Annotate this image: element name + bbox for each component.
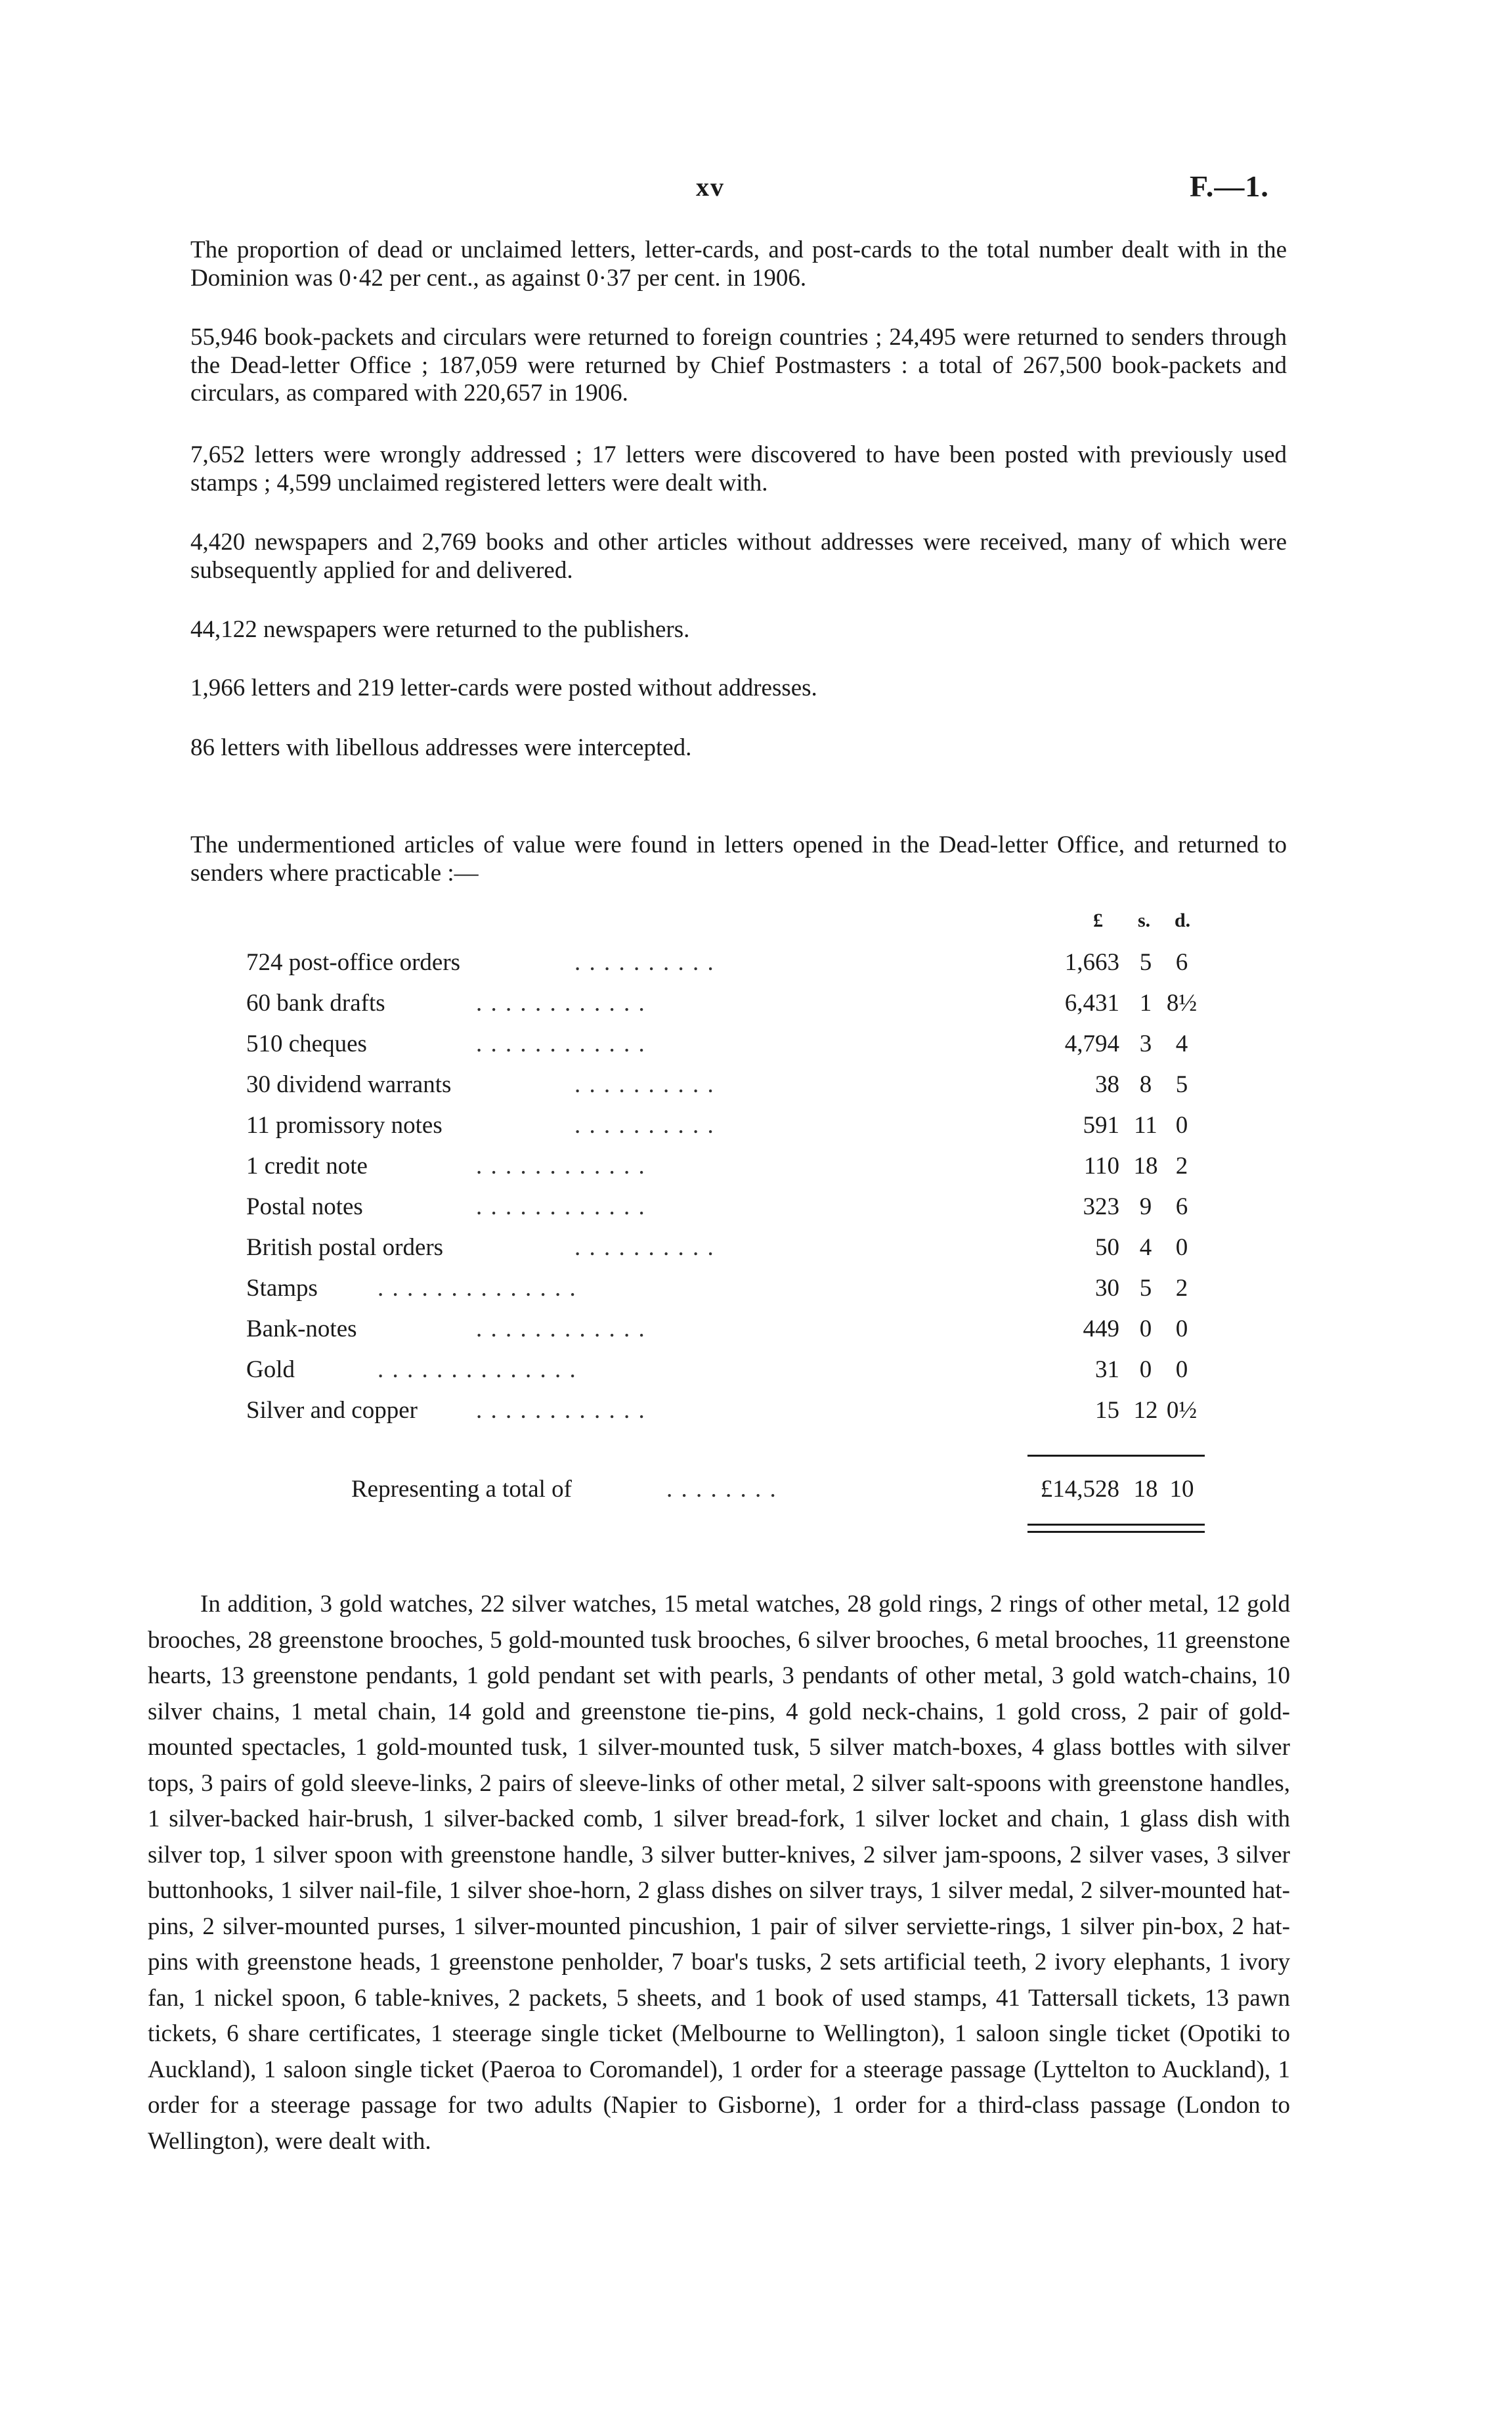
- row-pounds: 50: [1095, 1234, 1119, 1261]
- total-label: Representing a total of: [351, 1476, 572, 1503]
- paragraph-dead-letter-proportion: The proportion of dead or unclaimed letters, letter-cards, and post-cards to the total number dealt with in the Dominion was 0·42 per cent., as against 0·37 per cent. in 1906.: [190, 236, 1287, 292]
- header-pounds: £: [1093, 910, 1103, 931]
- row-pence: 0: [1175, 1112, 1188, 1139]
- paragraph-in-addition: In addition, 3 gold watches, 22 silver watches, 15 metal watches, 28 gold rings, 2 rings of other metal, 12 gold brooches, 28 greenstone brooches, 5 gold-mounted tusk brooches, 6 silver brooches, 6 metal brooches, 11 greenstone hearts, 13 greenstone pendants, 1 gold pendant set with pearls, 3 pendants of other metal, 3 gold watch-chains, 10 silver chains, 1 metal chain, 14 gold and greenstone tie-pins, 4 gold neck-chains, 1 gold cross, 2 pair of gold-mounted spectacles, 1 gold-mounted tusk, 1 silver-mounted tusk, 5 silver match-boxes, 4 glass bottles with silver tops, 3 pairs of gold sleeve-links, 2 pairs of sleeve-links of other metal, 2 silver salt-spoons with greenstone handles, 1 silver-backed hair-brush, 1 silver-backed comb, 1 silver bread-fork, 1 silver locket and chain, 1 glass dish with silver top, 1 silver spoon with greenstone handle, 3 silver butter-knives, 2 silver jam-spoons, 2 silver vases, 3 silver buttonhooks, 1 silver nail-file, 1 silver shoe-horn, 2 glass dishes on silver trays, 1 silver medal, 2 silver-mounted hat-pins, 2 silver-mounted purses, 1 silver-mounted pincushion, 1 pair of silver serviette-rings, 1 silver pin-box, 2 hat-pins with greenstone heads, 1 greenstone penholder, 7 boar's tusks, 2 sets artificial teeth, 2 ivory elephants, 1 ivory fan, 1 nickel spoon, 6 table-knives, 2 packets, 5 sheets, and 1 book of used stamps, 41 Tattersall tickets, 13 pawn tickets, 6 share certificates, 1 steerage single ticket (Melbourne to Wellington), 1 saloon single ticket (Opotiki to Auckland), 1 saloon single ticket (Paeroa to Coromandel), 1 order for a steerage passage (Lyttelton to Auckland), 1 order for a steerage passage for two adults (Napier to Gisborne), 1 order for a third-class passage (London to Wellington), were dealt with.: [148, 1591, 1290, 2155]
- row-pence: 0½: [1166, 1397, 1198, 1424]
- row-shillings: 12: [1133, 1397, 1158, 1424]
- total-row: [351, 1476, 1205, 1509]
- row-pounds: 38: [1095, 1071, 1119, 1098]
- page-number: xv: [696, 172, 725, 202]
- leader-dots: . . . . . . . . . .: [574, 1071, 715, 1098]
- row-shillings: 4: [1139, 1234, 1152, 1261]
- table-row: [246, 990, 1205, 1030]
- leader-dots: . . . . . . . . . .: [574, 1234, 715, 1261]
- paragraph-articles-of-value-intro: The undermentioned articles of value were found in letters opened in the Dead-letter Office, and returned to senders where practicable :—: [190, 831, 1287, 887]
- total-rule-double: [1027, 1524, 1205, 1533]
- row-pence: 8½: [1166, 990, 1198, 1017]
- valuables-table-header: [1034, 910, 1205, 938]
- row-pence: 6: [1175, 1193, 1188, 1220]
- row-shillings: 5: [1139, 1275, 1152, 1302]
- paragraph-libellous-addresses: 86 letters with libellous addresses were intercepted.: [190, 734, 692, 761]
- row-pence: 0: [1175, 1356, 1188, 1383]
- row-label: 510 cheques: [246, 1030, 367, 1057]
- row-label: 30 dividend warrants: [246, 1071, 452, 1098]
- row-shillings: 1: [1139, 990, 1152, 1017]
- total-pounds: £14,528: [1040, 1476, 1119, 1503]
- leader-dots: . . . . . . . . . .: [574, 1112, 715, 1139]
- row-pounds: 449: [1083, 1315, 1119, 1342]
- row-pounds: 1,663: [1064, 949, 1119, 976]
- table-row: [246, 1153, 1205, 1193]
- paragraph-book-packets: 55,946 book-packets and circulars were returned to foreign countries ; 24,495 were returned to senders through the Dead-letter Office ; 187,059 were returned by Chief Postmasters : a total of 267,500 book-packets and circulars, as compared with 220,657 in 1906.: [190, 324, 1287, 407]
- row-label: British postal orders: [246, 1234, 444, 1261]
- row-pence: 5: [1175, 1071, 1188, 1098]
- row-shillings: 9: [1139, 1193, 1152, 1220]
- row-pence: 0: [1175, 1234, 1188, 1261]
- total-pence: 10: [1169, 1476, 1194, 1503]
- row-label: Postal notes: [246, 1193, 363, 1220]
- row-pence: 4: [1175, 1030, 1188, 1057]
- row-shillings: 0: [1139, 1315, 1152, 1342]
- paragraph-newspapers-returned: 44,122 newspapers were returned to the publishers.: [190, 616, 690, 643]
- row-pounds: 4,794: [1064, 1030, 1119, 1057]
- table-row: [246, 1030, 1205, 1071]
- row-label: 11 promissory notes: [246, 1112, 443, 1139]
- paragraph-newspapers-without-address: 4,420 newspapers and 2,769 books and other articles without addresses were received, many of which were subsequently applied for and delivered.: [190, 529, 1287, 584]
- leader-dots: . . . . . . . . . .: [574, 949, 715, 976]
- table-row: [246, 1275, 1205, 1315]
- header-shillings: s.: [1138, 910, 1151, 931]
- row-pounds: 591: [1083, 1112, 1119, 1139]
- row-label: 724 post-office orders: [246, 949, 461, 976]
- table-row: [246, 1071, 1205, 1112]
- row-shillings: 18: [1133, 1153, 1158, 1180]
- leader-dots: . . . . . . . . . . . .: [476, 990, 646, 1017]
- row-pounds: 31: [1095, 1356, 1119, 1383]
- row-label: Bank-notes: [246, 1315, 357, 1342]
- row-shillings: 5: [1139, 949, 1152, 976]
- table-row: [246, 949, 1205, 990]
- row-label: Silver and copper: [246, 1397, 418, 1424]
- leader-dots: . . . . . . . . . . . .: [476, 1030, 646, 1057]
- total-rule-top: [1027, 1455, 1205, 1457]
- row-pence: 0: [1175, 1315, 1188, 1342]
- row-pence: 2: [1175, 1275, 1188, 1302]
- row-pence: 6: [1175, 949, 1188, 976]
- row-pounds: 6,431: [1064, 990, 1119, 1017]
- table-row: [246, 1397, 1205, 1438]
- table-row: [246, 1356, 1205, 1397]
- leader-dots: . . . . . . . . . . . . . .: [378, 1356, 577, 1383]
- document-reference: F.—1.: [1190, 169, 1269, 203]
- table-row: [246, 1193, 1205, 1234]
- leader-dots: . . . . . . . .: [666, 1476, 777, 1503]
- row-shillings: 8: [1139, 1071, 1152, 1098]
- row-pounds: 30: [1095, 1275, 1119, 1302]
- leader-dots: . . . . . . . . . . . .: [476, 1397, 646, 1424]
- paragraph-letters-without-address: 1,966 letters and 219 letter-cards were posted without addresses.: [190, 674, 817, 701]
- row-label: Gold: [246, 1356, 295, 1383]
- leader-dots: . . . . . . . . . . . .: [476, 1193, 646, 1220]
- row-label: 60 bank drafts: [246, 990, 385, 1017]
- row-pounds: 110: [1083, 1153, 1119, 1180]
- row-pence: 2: [1175, 1153, 1188, 1180]
- row-pounds: 323: [1083, 1193, 1119, 1220]
- row-label: 1 credit note: [246, 1153, 368, 1180]
- row-shillings: 0: [1139, 1356, 1152, 1383]
- table-row: [246, 1234, 1205, 1275]
- row-shillings: 3: [1139, 1030, 1152, 1057]
- paragraph-wrongly-addressed: 7,652 letters were wrongly addressed ; 17 letters were discovered to have been posted with previously used stamps ; 4,599 unclaimed registered letters were dealt with.: [190, 441, 1287, 497]
- leader-dots: . . . . . . . . . . . .: [476, 1153, 646, 1180]
- header-pence: d.: [1175, 910, 1191, 931]
- row-label: Stamps: [246, 1275, 318, 1302]
- row-pounds: 15: [1095, 1397, 1119, 1424]
- leader-dots: . . . . . . . . . . . . . .: [378, 1275, 577, 1302]
- row-shillings: 11: [1134, 1112, 1157, 1139]
- table-row: [246, 1112, 1205, 1153]
- table-row: [246, 1315, 1205, 1356]
- total-shillings: 18: [1133, 1476, 1158, 1503]
- leader-dots: . . . . . . . . . . . .: [476, 1315, 646, 1342]
